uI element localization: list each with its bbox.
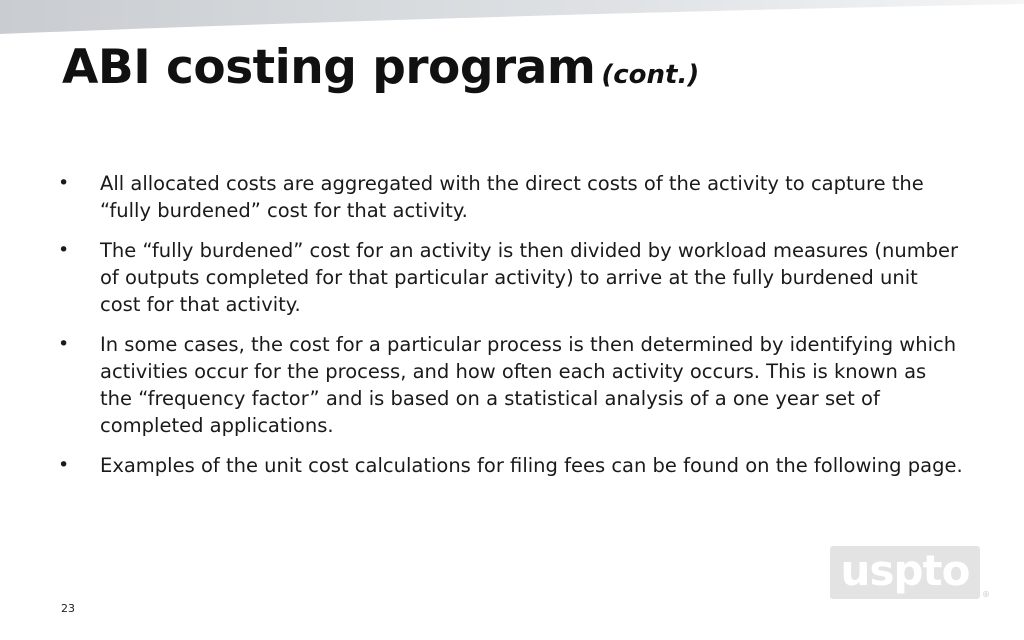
bullet-icon: • — [58, 454, 70, 476]
bullet-icon: • — [58, 172, 70, 194]
page-number: 23 — [61, 602, 75, 615]
slide-title — [62, 40, 700, 95]
registered-mark: ® — [982, 590, 990, 599]
bullet-text: All allocated costs are aggregated with the direct costs of the activity to capture the “fully burdened” cost for that activity. — [100, 172, 924, 222]
bullet-list — [58, 170, 963, 492]
bullet-item — [58, 331, 963, 439]
bullet-text: Examples of the unit cost calculations for filing fees can be found on the following page. — [100, 454, 963, 477]
bullet-item — [58, 237, 963, 318]
bullet-item — [58, 452, 963, 479]
top-decorative-band — [0, 0, 1024, 34]
bullet-text: The “fully burdened” cost for an activity is then divided by workload measures (number of outputs completed for that particular activity) to arrive at the fully burdened unit cost for that activity. — [100, 239, 959, 316]
logo-text: uspto — [840, 545, 970, 595]
slide-title-suffix: (cont.) — [601, 60, 700, 90]
bullet-icon: • — [58, 239, 70, 261]
bullet-text: In some cases, the cost for a particular process is then determined by identifying which activities occur for the process, and how often each activity occurs. This is known as the “frequency factor” and is based on a statistical analysis of a one year set of completed applications. — [100, 333, 957, 437]
bullet-item — [58, 170, 963, 224]
slide-title-main: ABI costing program — [62, 40, 596, 95]
bullet-icon: • — [58, 333, 70, 355]
uspto-logo — [830, 546, 980, 599]
